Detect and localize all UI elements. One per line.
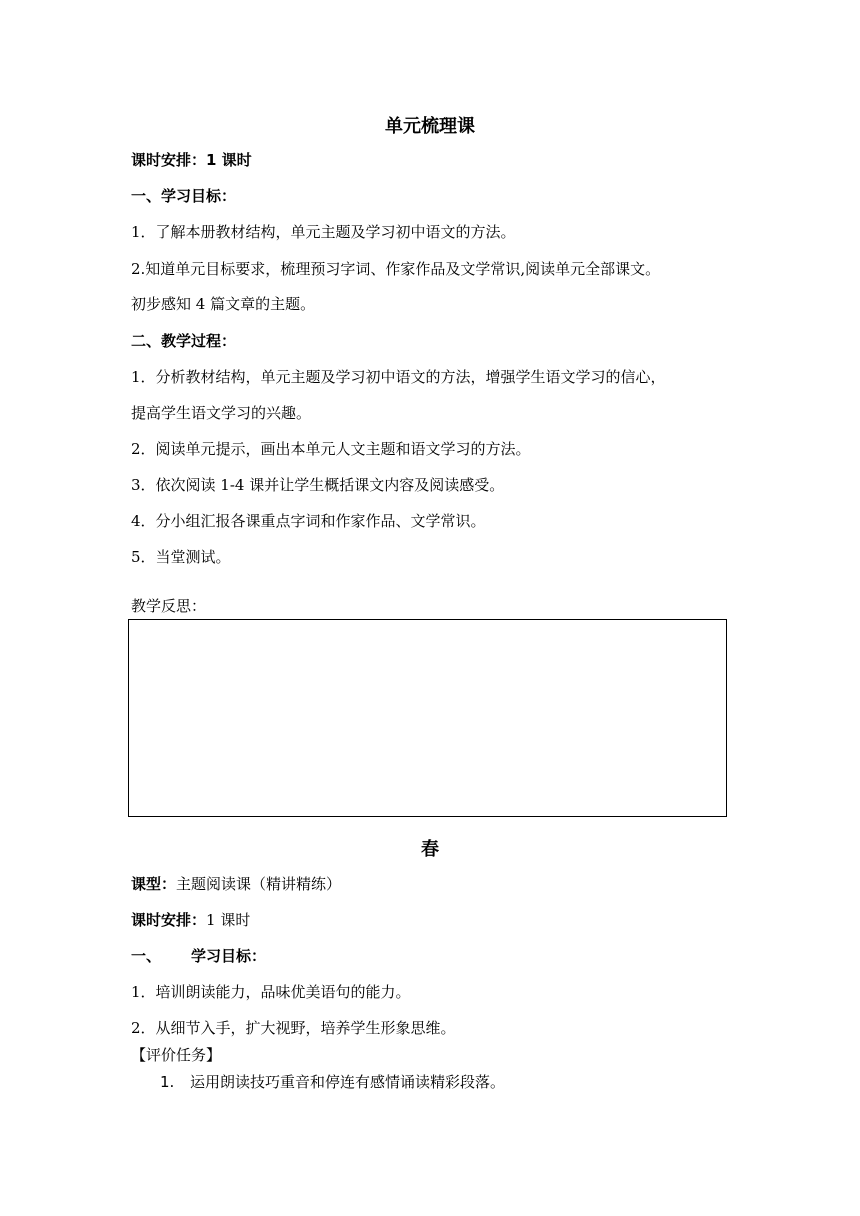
goal-item-continued: 初步感知 4 篇文章的主题。 <box>131 295 316 313</box>
task-number: 1. <box>160 1073 175 1091</box>
lesson-goal-item: 1．培训朗读能力，品味优美语句的能力。 <box>131 983 411 1001</box>
reflection-label: 教学反思： <box>131 597 207 615</box>
reflection-box <box>128 619 727 817</box>
lesson-type-label: 课型： <box>131 875 177 893</box>
lesson-schedule-value: 1 课时 <box>206 911 251 929</box>
process-item: 3．依次阅读 1-4 课并让学生概括课文内容及阅读感受。 <box>131 476 505 494</box>
lesson-type-line <box>131 874 341 894</box>
process-item: 2．阅读单元提示，画出本单元人文主题和语文学习的方法。 <box>131 440 531 458</box>
lesson-title: 春 <box>421 839 439 860</box>
goal-item: 1．了解本册教材结构，单元主题及学习初中语文的方法。 <box>131 223 516 241</box>
process-item: 1．分析教材结构，单元主题及学习初中语文的方法，增强学生语文学习的信心， <box>131 368 666 386</box>
task-text: 运用朗读技巧重音和停连有感情诵读精彩段落。 <box>190 1073 506 1091</box>
schedule-value: 1 课时 <box>206 151 252 169</box>
process-item: 5．当堂测试。 <box>131 548 231 566</box>
lesson-schedule-label: 课时安排： <box>131 911 207 929</box>
lesson-goals-heading <box>131 946 266 966</box>
goals-heading: 一、学习目标： <box>131 187 237 205</box>
lesson-goals-heading-text: 学习目标： <box>191 947 267 965</box>
page-title: 单元梳理课 <box>385 116 475 137</box>
lesson-goals-heading-num: 一、 <box>131 947 162 965</box>
process-item-continued: 提高学生语文学习的兴趣。 <box>131 404 312 422</box>
goal-item: 2.知道单元目标要求，梳理预习字词、作家作品及文学常识,阅读单元全部课文。 <box>131 260 661 278</box>
lesson-schedule-line <box>131 910 250 930</box>
schedule-line <box>131 150 252 170</box>
tasks-heading: 【评价任务】 <box>131 1046 222 1064</box>
schedule-label: 课时安排： <box>131 151 207 169</box>
process-item: 4．分小组汇报各课重点字词和作家作品、文学常识。 <box>131 512 486 530</box>
process-heading: 二、教学过程： <box>131 332 237 350</box>
lesson-type-value: 主题阅读课（精讲精练） <box>176 875 342 893</box>
lesson-goal-item: 2．从细节入手，扩大视野，培养学生形象思维。 <box>131 1019 456 1037</box>
task-item <box>160 1072 505 1092</box>
